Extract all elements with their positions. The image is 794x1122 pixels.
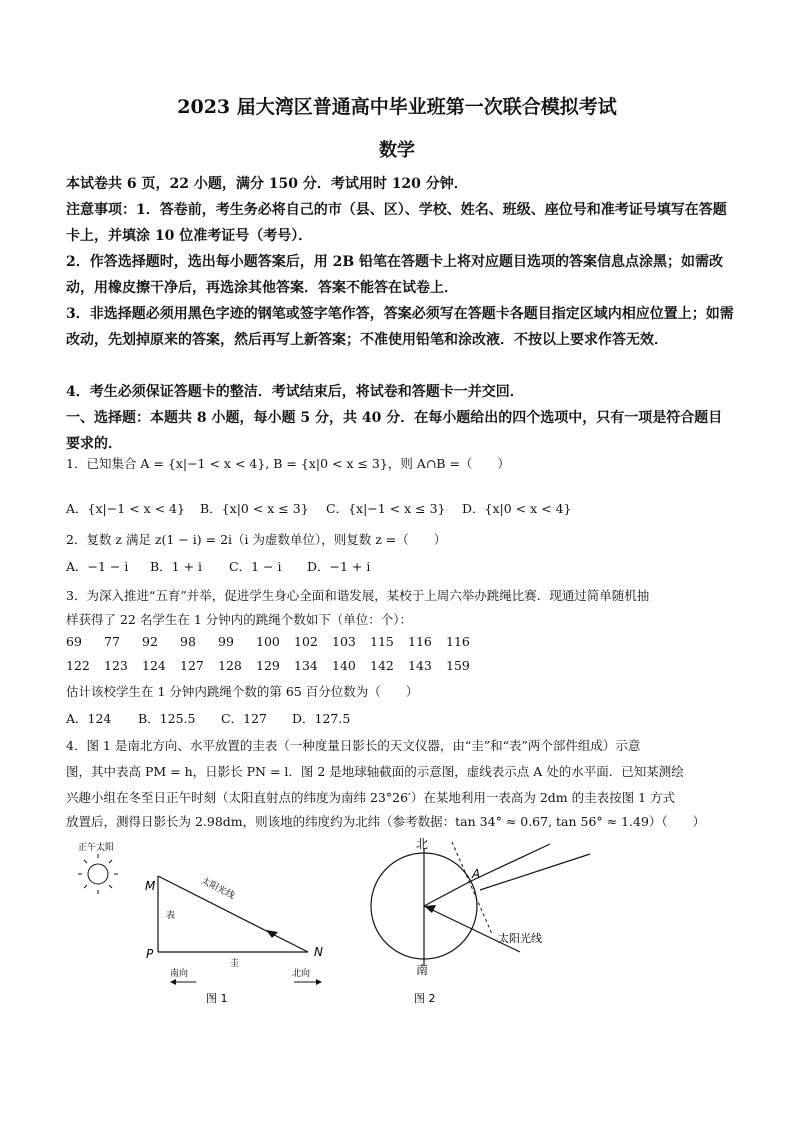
biao-label: 表 bbox=[166, 911, 176, 921]
fig2-south-label: 南 bbox=[416, 963, 429, 977]
data-value: 159 bbox=[446, 658, 470, 673]
q4-line-4: 放置后，测得日影长为 2.98dm，则该地的纬度约为北纬（参考数据：tan 34° ≈ 0.67, tan 56° ≈ 1.49）（ ） bbox=[66, 814, 706, 829]
fig2-caption: 图 2 bbox=[414, 992, 436, 1005]
label-m: M bbox=[145, 879, 156, 893]
figure-1 bbox=[66, 834, 356, 1014]
data-value: 124 bbox=[142, 658, 166, 673]
q3-option-b[interactable]: B．125.5 bbox=[138, 711, 196, 726]
data-value: 115 bbox=[370, 634, 394, 649]
note-2: 2．作答选择题时，选出每小题答案后，用 2B 铅笔在答题卡上将对应题目选项的答案信息点涂黑；如需改动，用橡皮擦干净后，再选涂其他答案．答案不能答在试卷上． bbox=[66, 254, 724, 296]
sun-ray-3 bbox=[480, 854, 590, 890]
q4-line-2: 图，其中表高 PM = h，日影长 PN = l．图 2 是地球轴截面的示意图，虚线表示点 A 处的水平面．已知某测绘 bbox=[66, 764, 684, 779]
note-3: 3．非选择题必须用黑色字迹的钢笔或签字笔作答，答案必须写在答题卡各题目指定区域内相应位置上；如需改动，先划掉原来的答案，然后再写上新答案；不准使用铅笔和涂改液．不按以上要求作答无效． bbox=[66, 306, 734, 348]
q2-option-c[interactable]: C．1 − i bbox=[229, 559, 282, 574]
q3-data-row-1 bbox=[66, 634, 484, 649]
north-label: 北向 bbox=[292, 969, 311, 979]
gui-label: 圭 bbox=[230, 959, 240, 969]
q4-line-1: 4．图 1 是南北方向、水平放置的圭表（一种度量日影长的天文仪器，由“圭”和“表”两个部件组成）示意 bbox=[66, 738, 641, 753]
subject-title: 数学 bbox=[379, 140, 415, 161]
radius-to-a bbox=[424, 881, 471, 906]
data-value: 127 bbox=[180, 658, 204, 673]
q1-option-c[interactable]: C．{x|−1 < x ≤ 3} bbox=[326, 501, 446, 516]
figure-2 bbox=[360, 834, 660, 1014]
data-value: 99 bbox=[218, 634, 234, 649]
data-value: 116 bbox=[408, 634, 432, 649]
sun-ray bbox=[158, 876, 308, 952]
q1-stem: 1．已知集合 A = {x|−1 < x < 4}, B = {x|0 < x ≤ 3}，则 A∩B =（ ） bbox=[66, 456, 510, 471]
q1-option-d[interactable]: D．{x|0 < x < 4} bbox=[462, 501, 572, 516]
q2-option-d[interactable]: D．−1 + i bbox=[307, 559, 371, 574]
label-n: N bbox=[314, 945, 323, 959]
data-value: 123 bbox=[104, 658, 128, 673]
data-value: 102 bbox=[294, 634, 318, 649]
data-value: 142 bbox=[370, 658, 394, 673]
q3-stem-1: 3．为深入推进“五育”并举，促进学生身心全面和谐发展，某校于上周六举办跳绳比赛．现通过简单随机抽 bbox=[66, 588, 650, 603]
q3-option-d[interactable]: D．127.5 bbox=[292, 711, 351, 726]
q1-option-b[interactable]: B．{x|0 < x ≤ 3} bbox=[200, 501, 309, 516]
data-value: 116 bbox=[446, 634, 470, 649]
q3-option-a[interactable]: A．124 bbox=[66, 711, 112, 726]
fig1-sun-label: 正午太阳 bbox=[78, 843, 115, 853]
q1-option-a[interactable]: A．{x|−1 < x < 4} bbox=[66, 501, 185, 516]
fig1-caption: 图 1 bbox=[206, 992, 228, 1005]
sun-ray-2 bbox=[424, 906, 520, 952]
data-value: 69 bbox=[66, 634, 82, 649]
data-value: 77 bbox=[104, 634, 120, 649]
data-value: 134 bbox=[294, 658, 318, 673]
data-value: 98 bbox=[180, 634, 196, 649]
q3-option-c[interactable]: C．127 bbox=[221, 711, 267, 726]
label-p: P bbox=[146, 947, 154, 961]
fig2-point-a: A bbox=[472, 867, 481, 881]
q4-line-3: 兴趣小组在冬至日正午时刻（太阳直射点的纬度为南纬 23°26′）在某地利用一表高为 2dm 的圭表按图 1 方式 bbox=[66, 790, 676, 805]
data-value: 143 bbox=[408, 658, 432, 673]
data-value: 100 bbox=[256, 634, 280, 649]
data-value: 140 bbox=[332, 658, 356, 673]
data-value: 128 bbox=[218, 658, 242, 673]
q2-option-a[interactable]: A．−1 − i bbox=[66, 559, 129, 574]
note-4: 4．考生必须保证答题卡的整洁．考试结束后，将试卷和答题卡一并交回． bbox=[66, 384, 524, 400]
data-value: 92 bbox=[142, 634, 158, 649]
sun-icon bbox=[78, 854, 118, 894]
data-value: 103 bbox=[332, 634, 356, 649]
q3-ask: 估计该校学生在 1 分钟内跳绳个数的第 65 百分位数为（ ） bbox=[66, 684, 419, 699]
ray-arrow-head bbox=[424, 905, 436, 913]
q2-option-b[interactable]: B．1 + i bbox=[150, 559, 203, 574]
q3-stem-2: 样获得了 22 名学生在 1 分钟内的跳绳个数如下（单位：个）： bbox=[66, 612, 413, 627]
ray-label: 太阳光线 bbox=[199, 876, 236, 902]
data-value: 129 bbox=[256, 658, 280, 673]
sun-ray-1 bbox=[471, 844, 550, 881]
north-arrow-head bbox=[316, 979, 322, 985]
section-heading: 一、选择题：本题共 8 小题，每小题 5 分，共 40 分．在每小题给出的四个选项中，只有一项是符合题目要求的． bbox=[66, 410, 723, 452]
exam-title: 2023 届大湾区普通高中毕业班第一次联合模拟考试 bbox=[177, 96, 617, 118]
note-1: 注意事项：1．答卷前，考生务必将自己的市（县、区）、学校、姓名、班级、座位号和准考证号填写在答题卡上，并填涂 10 位准考证号（考号）． bbox=[66, 202, 727, 244]
south-arrow-head bbox=[170, 979, 176, 985]
ray-arrow bbox=[266, 930, 278, 938]
fig2-north-label: 北 bbox=[416, 837, 429, 851]
q3-data-row-2 bbox=[66, 658, 484, 673]
south-label: 南向 bbox=[170, 969, 189, 979]
fig2-ray-label: 太阳光线 bbox=[498, 932, 542, 945]
data-value: 122 bbox=[66, 658, 90, 673]
exam-intro: 本试卷共 6 页，22 小题，满分 150 分．考试用时 120 分钟． bbox=[66, 176, 468, 192]
q2-stem: 2．复数 z 满足 z(1 − i) = 2i（i 为虚数单位），则复数 z =（ ） bbox=[66, 532, 447, 547]
